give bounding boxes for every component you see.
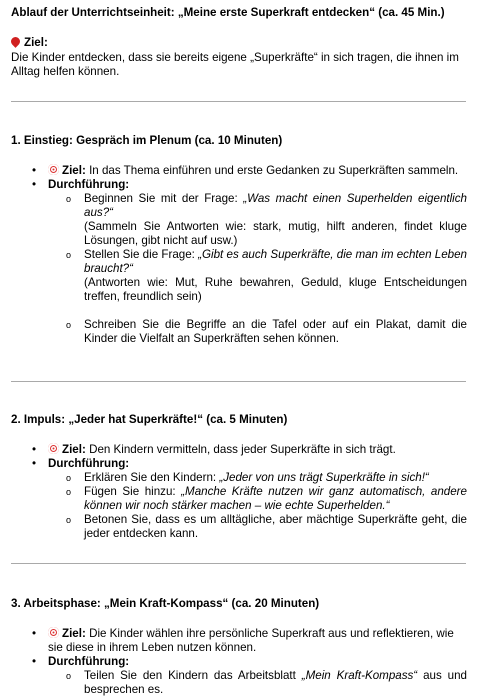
procedure-label: Durchführung: — [48, 655, 130, 668]
section-3-heading: 3. Arbeitsphase: „Mein Kraft-Kompass“ (ca. 20 Minuten) — [11, 597, 320, 610]
section-1-goal — [0, 164, 466, 178]
step-text: Beginnen Sie mit der Frage: — [84, 192, 244, 205]
list-item — [48, 669, 467, 697]
pushpin-icon — [9, 35, 22, 48]
divider — [11, 381, 466, 382]
section-3-goal — [0, 627, 466, 655]
goal-heading-label: Ziel: — [24, 36, 48, 49]
section-2-heading: 2. Impuls: „Jeder hat Superkräfte!“ (ca. 5 Minuten) — [11, 413, 288, 426]
divider — [11, 101, 466, 102]
goal-text: Die Kinder entdecken, dass sie bereits eigene „Superkräfte“ in sich tragen, die ihnen im Alltag helfen können. — [11, 51, 459, 78]
goal-label: Ziel: — [62, 627, 86, 640]
goal-label: Ziel: — [62, 164, 86, 177]
step-text: Erklären Sie den Kindern: — [84, 471, 220, 484]
list-item — [48, 248, 467, 304]
section-2-procedure — [0, 457, 466, 541]
section-2-goal — [0, 443, 466, 457]
step-quote: „Jeder von uns trägt Superkräfte in sich!“ — [219, 471, 429, 484]
document-title: Ablauf der Unterrichtseinheit: „Meine erste Superkraft entdecken“ (ca. 45 Min.) — [11, 6, 445, 19]
section-3-procedure — [0, 655, 466, 697]
goal-text: Den Kindern vermitteln, dass jeder Superkräfte in sich trägt. — [85, 443, 396, 456]
step-note: (Antworten wie: Mut, Ruhe bewahren, Geduld, kluge Entscheidungen treffen, freundlich sein) — [84, 276, 467, 303]
list-item — [48, 318, 467, 346]
goal-text: Die Kinder wählen ihre persönliche Superkraft aus und reflektieren, wie sie diese in ihrem Leben nutzen können. — [48, 627, 454, 654]
step-text-end: aus und besprechen es. — [84, 669, 467, 696]
procedure-steps — [48, 471, 466, 541]
step-quote: „Was macht einen Superhelden eigentlich aus?“ — [84, 192, 468, 219]
step-text: Teilen Sie den Kindern das Arbeitsblatt — [84, 669, 302, 682]
step-quote: „Gibt es auch Superkräfte, die man im echten Leben braucht?“ — [84, 248, 467, 275]
step-text: Stellen Sie die Frage: — [84, 248, 199, 261]
list-item — [48, 471, 467, 485]
section-3-list — [0, 627, 481, 697]
step-note: (Sammeln Sie Antworten wie: stark, mutig, hilft anderen, findet kluge Lösungen, gibt nicht auf usw.) — [84, 220, 467, 247]
section-2-list — [0, 443, 481, 541]
step-text: Schreiben Sie die Begriffe an die Tafel oder auf ein Plakat, damit die Kinder die Vielfalt an Superkräften sehen können. — [84, 318, 467, 345]
target-icon — [48, 164, 59, 175]
step-text: Betonen Sie, dass es um alltägliche, aber mächtige Superkräfte geht, die jeder entdecken kann. — [84, 513, 467, 540]
goal-text: In das Thema einführen und erste Gedanken zu Superkräften sammeln. — [85, 164, 459, 177]
list-item — [48, 192, 467, 248]
procedure-steps — [48, 669, 466, 697]
goal-label: Ziel: — [62, 443, 86, 456]
list-item — [48, 485, 467, 513]
section-1-list — [0, 164, 481, 346]
goal-heading — [11, 36, 48, 50]
list-item — [48, 513, 467, 541]
procedure-label: Durchführung: — [48, 178, 130, 191]
target-icon — [48, 443, 59, 454]
procedure-label: Durchführung: — [48, 457, 130, 470]
section-1-heading: 1. Einstieg: Gespräch im Plenum (ca. 10 Minuten) — [11, 134, 283, 147]
divider — [11, 563, 466, 564]
section-1-procedure — [0, 178, 466, 346]
target-icon — [48, 627, 59, 638]
step-quote: „Mein Kraft-Kompass“ — [301, 669, 418, 682]
procedure-steps — [48, 192, 466, 346]
step-quote: „Manche Kräfte nutzen wir ganz automatisch, andere können wir noch stärker machen – wie echte Superhelden.“ — [84, 485, 467, 512]
step-text: Fügen Sie hinzu: — [84, 485, 182, 498]
